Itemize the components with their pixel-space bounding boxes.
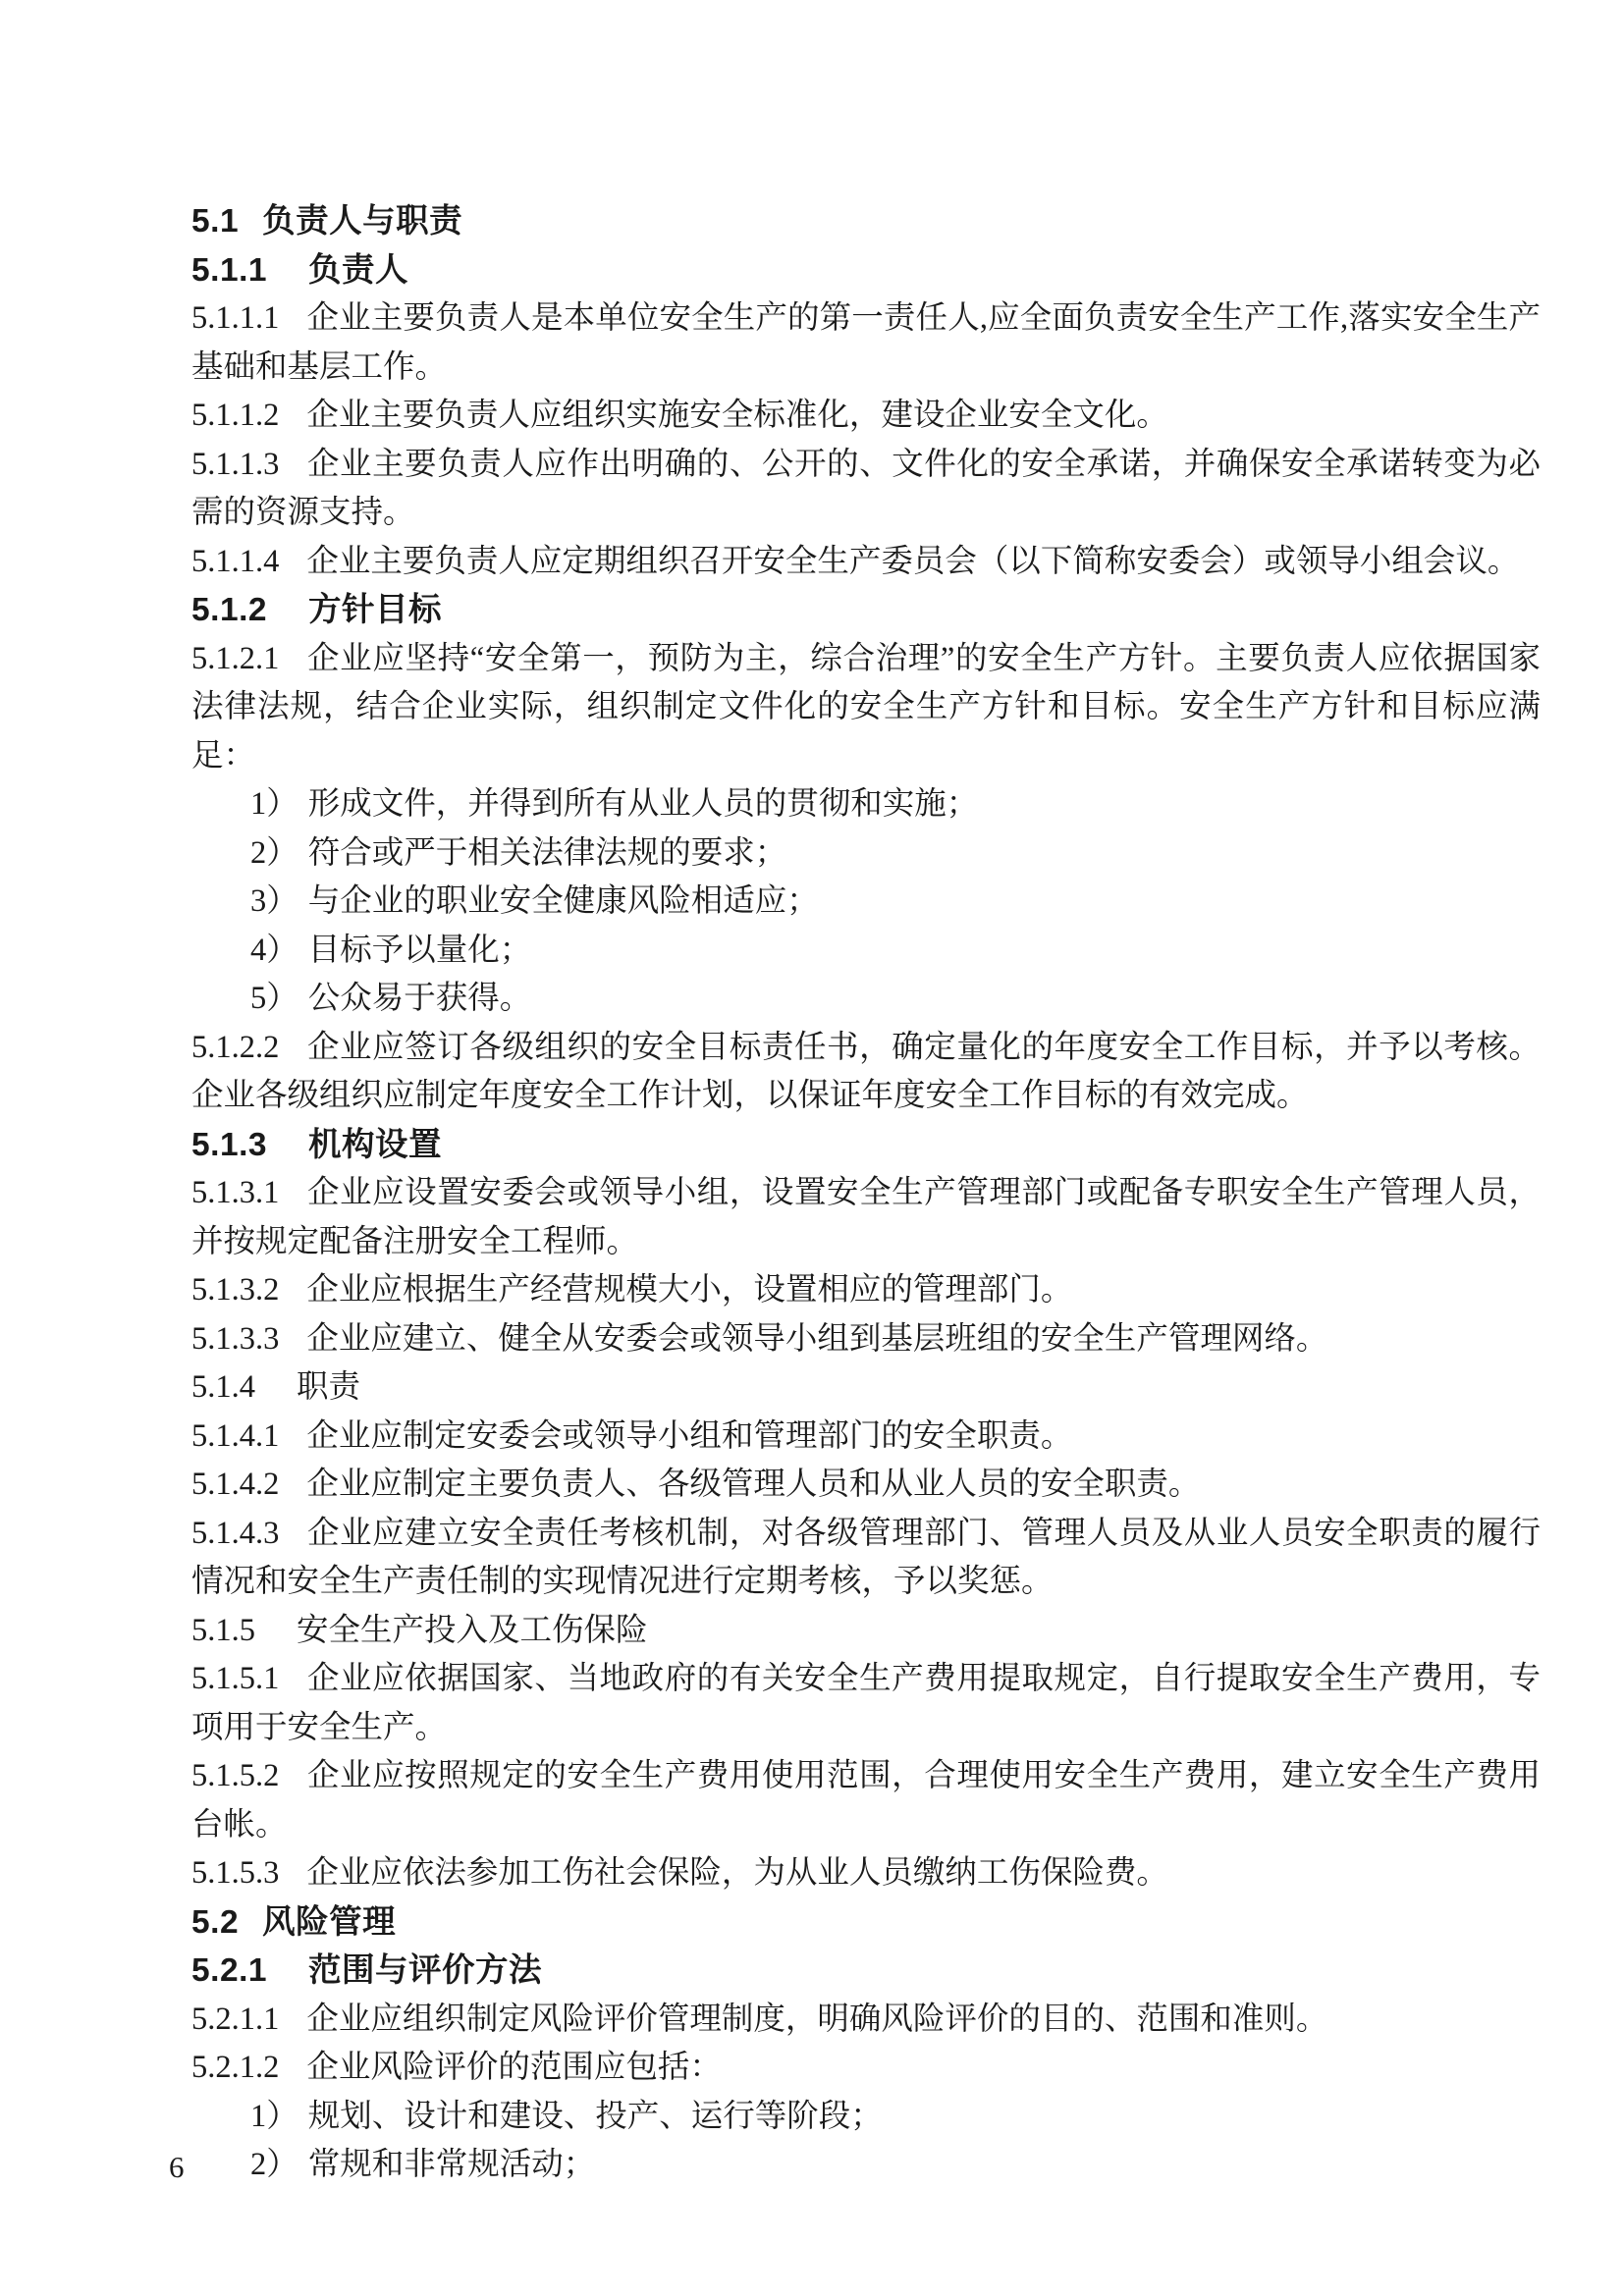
clause-number: 5.1.5 [191,1612,255,1648]
clause-text: 企业应依法参加工伤社会保险，为从业人员缴纳工伤保险费。 [306,1855,1168,1891]
clause-number: 5.2.1 [191,1952,268,1989]
clause-paragraph [191,635,1541,781]
clause-text: 负责人 [308,251,409,289]
subsection-heading [191,586,1541,635]
list-item [191,2141,1541,2190]
clause-text: 企业主要负责人应组织实施安全标准化，建设企业安全文化。 [306,398,1168,433]
clause-number: 5.1.5.2 [191,1758,280,1793]
clause-number: 5.1.5.1 [191,1661,280,1696]
clause-paragraph [191,1849,1541,1898]
list-item [191,878,1541,927]
clause-text: 机构设置 [308,1126,443,1163]
clause-text: 企业应根据生产经营规模大小，设置相应的管理部门。 [306,1272,1073,1308]
subsection-heading [191,246,1541,295]
clause-number: 1） [250,786,298,822]
clause-text: 企业应组织制定风险评价管理制度，明确风险评价的目的、范围和准则。 [306,2001,1328,2037]
clause-number: 4） [250,932,298,968]
clause-number: 5.1.5.3 [191,1855,280,1891]
clause-text: 风险管理 [262,1903,397,1941]
clause-paragraph [191,1510,1541,1607]
document-body [191,197,1541,2190]
list-item [191,829,1541,879]
clause-number: 5.1.1.3 [191,446,280,482]
clause-number: 5.1.2.2 [191,1029,280,1065]
clause-paragraph [191,1413,1541,1462]
clause-paragraph [191,1752,1541,1849]
clause-number: 2） [250,2147,298,2182]
clause-number: 5.1.1 [191,251,268,289]
clause-text: 形成文件，并得到所有从业人员的贯彻和实施； [307,786,979,822]
clause-number: 5.1.1.2 [191,398,280,433]
clause-number: 2） [250,834,298,871]
clause-text: 企业应制定主要负责人、各级管理人员和从业人员的安全职责。 [306,1467,1201,1502]
clause-paragraph [191,1655,1541,1752]
clause-text: 企业应依据国家、当地政府的有关安全生产费用提取规定，自行提取安全生产费用，专项用于安全生产。 [191,1661,1541,1745]
clause-number: 5.1.1.1 [191,300,280,336]
subsection-heading-plain [191,1363,1541,1413]
clause-text: 企业主要负责人应作出明确的、公开的、文件化的安全承诺，并确保安全承诺转变为必需的资源支持。 [191,446,1541,530]
clause-text: 企业应坚持“安全第一，预防为主，综合治理”的安全生产方针。主要负责人应依据国家法律法规，结合企业实际，组织制定文件化的安全生产方针和目标。安全生产方针和目标应满足： [191,640,1541,774]
clause-number: 5.1.4.1 [191,1417,280,1454]
clause-text: 与企业的职业安全健康风险相适应； [307,883,819,919]
subsection-heading-plain [191,1607,1541,1656]
clause-text: 企业应制定安委会或领导小组和管理部门的安全职责。 [306,1417,1073,1454]
clause-paragraph [191,1266,1541,1315]
clause-text: 规划、设计和建设、投产、运行等阶段； [307,2098,883,2134]
clause-number: 5.1.3.3 [191,1320,280,1357]
clause-text: 公众易于获得。 [307,981,532,1016]
clause-text: 企业应建立安全责任考核机制，对各级管理部门、管理人员及从业人员安全职责的履行情况和安全生产责任制的实现情况进行定期考核，予以奖惩。 [191,1515,1541,1599]
clause-number: 5.2.1.1 [191,2001,280,2037]
list-item [191,2093,1541,2142]
clause-text: 企业风险评价的范围应包括： [306,2050,722,2085]
section-heading [191,197,1541,246]
clause-text: 企业应签订各级组织的安全目标责任书，确定量化的年度安全工作目标，并予以考核。企业各级组织应制定年度安全工作计划，以保证年度安全工作目标的有效完成。 [191,1029,1541,1113]
clause-text: 企业应按照规定的安全生产费用使用范围，合理使用安全生产费用，建立安全生产费用台帐。 [191,1758,1541,1842]
list-item [191,780,1541,829]
subsection-heading [191,1947,1541,1996]
clause-text: 方针目标 [308,592,443,628]
clause-text: 范围与评价方法 [308,1952,543,1989]
clause-paragraph [191,1315,1541,1364]
clause-paragraph [191,1996,1541,2045]
clause-number: 3） [250,883,298,919]
clause-number: 5.1.4 [191,1369,255,1405]
clause-text: 企业应建立、健全从安委会或领导小组到基层班组的安全生产管理网络。 [306,1320,1328,1357]
clause-number: 5.1.3.1 [191,1175,280,1210]
clause-paragraph [191,294,1541,392]
page-number: 6 [169,2150,185,2184]
list-item [191,975,1541,1024]
clause-paragraph [191,538,1541,587]
clause-number: 5.1.1.4 [191,543,280,579]
clause-number: 5.1.4.2 [191,1467,280,1502]
clause-paragraph [191,441,1541,538]
clause-number: 5） [250,981,298,1016]
clause-text: 负责人与职责 [262,203,463,240]
clause-number: 5.1.3.2 [191,1272,280,1308]
clause-number: 5.2 [191,1903,240,1941]
clause-text: 目标予以量化； [307,932,532,968]
clause-paragraph [191,1461,1541,1510]
clause-paragraph [191,392,1541,441]
clause-text: 安全生产投入及工伤保险 [297,1612,648,1648]
clause-number: 5.1 [191,203,240,240]
clause-number: 5.1.3 [191,1126,268,1163]
clause-paragraph [191,2044,1541,2093]
list-item [191,927,1541,976]
clause-text: 符合或严于相关法律法规的要求； [307,834,787,871]
clause-number: 5.1.4.3 [191,1515,280,1551]
clause-number: 5.1.2 [191,592,268,628]
clause-number: 5.2.1.2 [191,2050,280,2085]
clause-paragraph [191,1169,1541,1266]
clause-text: 常规和非常规活动； [307,2147,596,2182]
clause-text: 企业主要负责人应定期组织召开安全生产委员会（以下简称安委会）或领导小组会议。 [306,543,1520,579]
clause-text: 企业应设置安委会或领导小组，设置安全生产管理部门或配备专职安全生产管理人员，并按规定配备注册安全工程师。 [191,1175,1541,1259]
clause-text: 职责 [297,1369,361,1405]
clause-number: 1） [250,2098,298,2134]
clause-number: 5.1.2.1 [191,640,280,676]
section-heading [191,1898,1541,1948]
subsection-heading [191,1121,1541,1170]
clause-text: 企业主要负责人是本单位安全生产的第一责任人,应全面负责安全生产工作,落实安全生产基础和基层工作。 [191,300,1541,385]
clause-paragraph [191,1024,1541,1121]
